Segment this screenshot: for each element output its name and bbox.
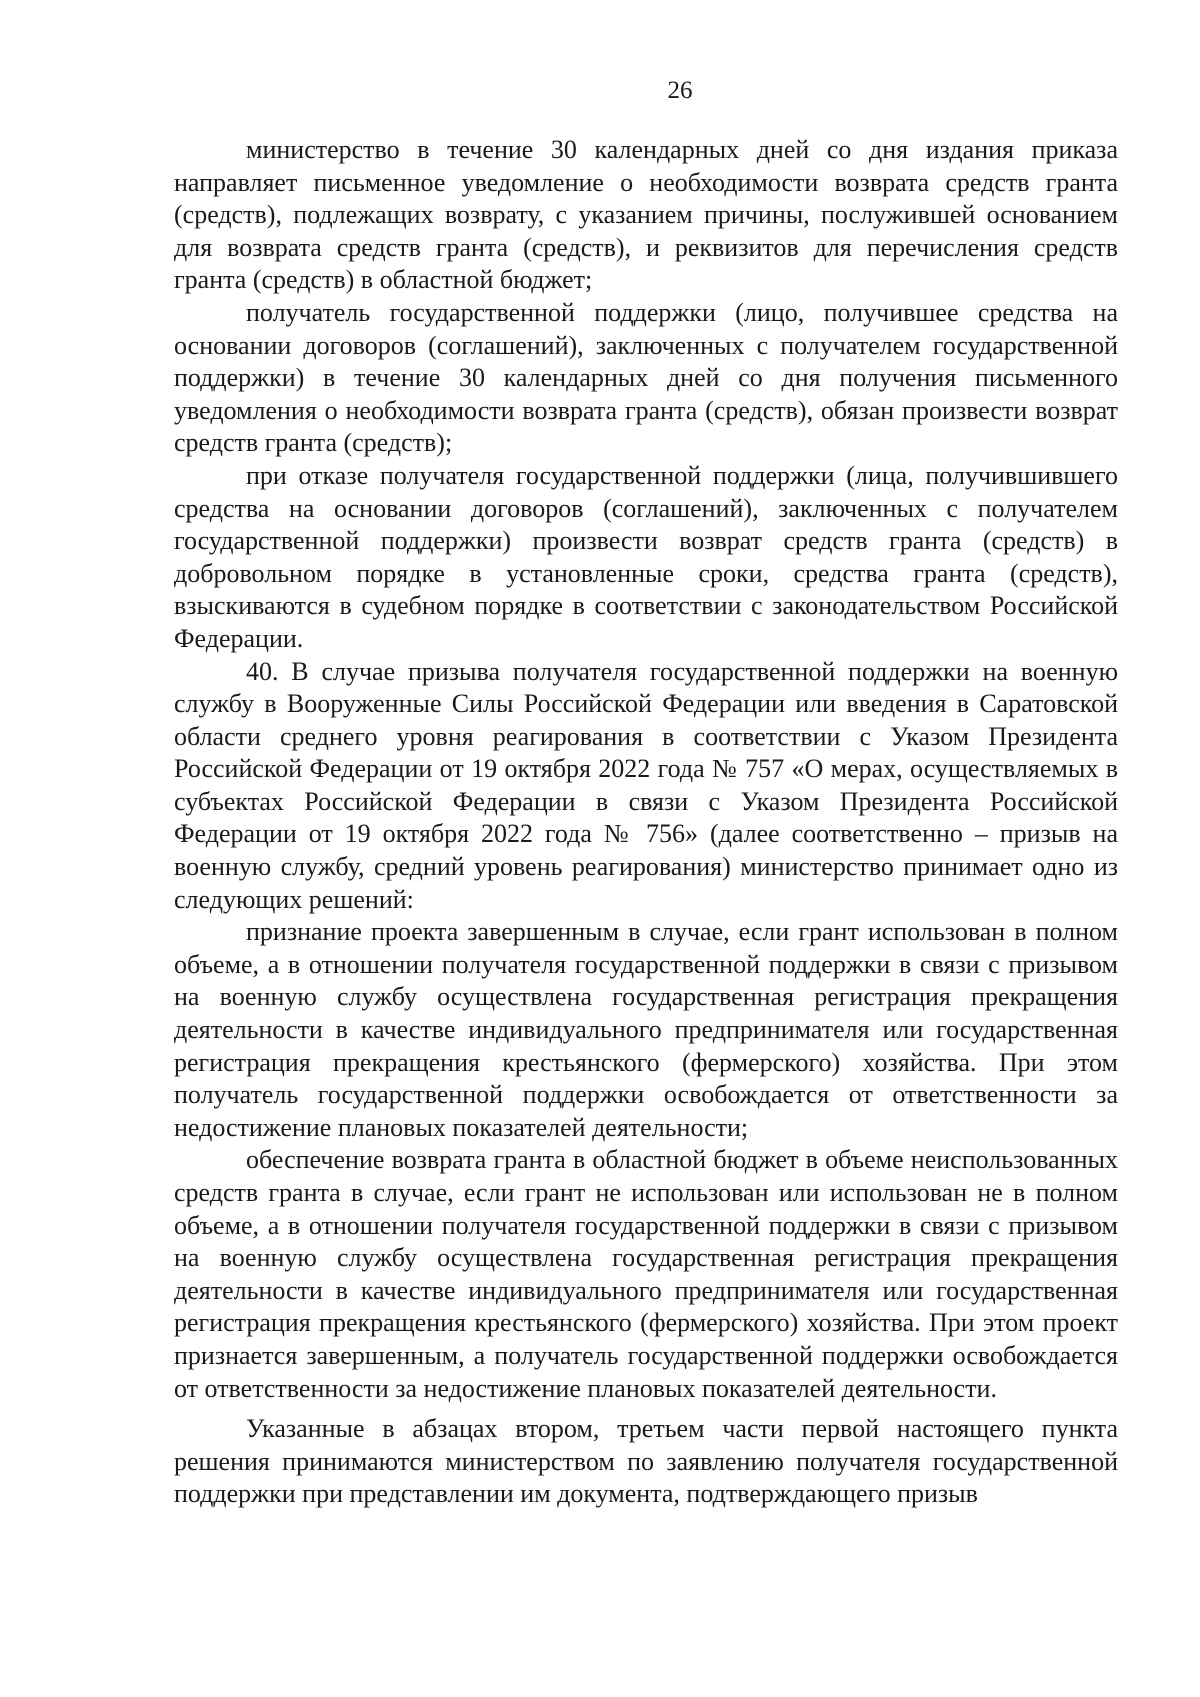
paragraph-recipient-return: получатель государственной поддержки (лицо, получившее средства на основании договоров (соглашений), заключенных с получателем государственной поддержки) в течение 30 календарных дней со дня получения письменного уведомления о необходимости возврата гранта (средств), обязан произвести возврат средств гранта (средств); — [174, 297, 1118, 458]
paragraph-item-40: 40. В случае призыва получателя государственной поддержки на военную службу в Вооруженные Силы Российской Федерации или введения в Саратовской области среднего уровня реагирования в соответствии с Указом Президента Российской Федерации от 19 октября 2022 года № 757 «О мерах, осуществляемых в субъектах Российской Федерации в связи с Указом Президента Российской Федерации от 19 октября 2022 года № 756» (далее соответственно – призыв на военную службу, средний уровень реагирования) министерство принимает одно из следующих решений: — [174, 656, 1118, 914]
paragraph-decisions-application: Указанные в абзацах втором, третьем части первой настоящего пункта решения принимаются министерством по заявлению получателя государственной поддержки при представлении им документа, подтверждающего призыв — [174, 1414, 1118, 1509]
paragraph-refusal-recovery: при отказе получателя государственной поддержки (лица, получившившего средства на основании договоров (соглашений), заключенных с получателем государственной поддержки) произвести возврат средств гранта (средств) в добровольном порядке в установленные сроки, средства гранта (средств), взыскиваются в судебном порядке в соответствии с законодательством Российской Федерации. — [174, 460, 1118, 653]
document-body — [174, 134, 1118, 1511]
paragraph-notification: министерство в течение 30 календарных дней со дня издания приказа направляет письменное уведомление о необходимости возврата средств гранта (средств), подлежащих возврату, с указанием причины, послужившей основанием для возврата средств гранта (средств), и реквизитов для перечисления средств гранта (средств) в областной бюджет; — [174, 135, 1118, 295]
page-number: 26 — [667, 77, 693, 104]
paragraph-project-completed: признание проекта завершенным в случае, если грант использован в полном объеме, а в отношении получателя государственной поддержки в связи с призывом на военную службу осуществлена государственная регистрация прекращения деятельности в качестве индивидуального предпринимателя или государственная регистрация прекращения крестьянского (фермерского) хозяйства. При этом получатель государственной поддержки освобождается от ответственности за недостижение плановых показателей деятельности; — [174, 917, 1118, 1142]
paragraph-grant-return: обеспечение возврата гранта в областной бюджет в объеме неиспользованных средств гранта в случае, если грант не использован или использован не в полном объеме, а в отношении получателя государственной поддержки в связи с призывом на военную службу осуществлена государственная регистрация прекращения деятельности в качестве индивидуального предпринимателя или государственная регистрация прекращения крестьянского (фермерского) хозяйства. При этом проект признается завершенным, а получатель государственной поддержки освобождается от ответственности за недостижение плановых показателей деятельности. — [174, 1145, 1118, 1403]
